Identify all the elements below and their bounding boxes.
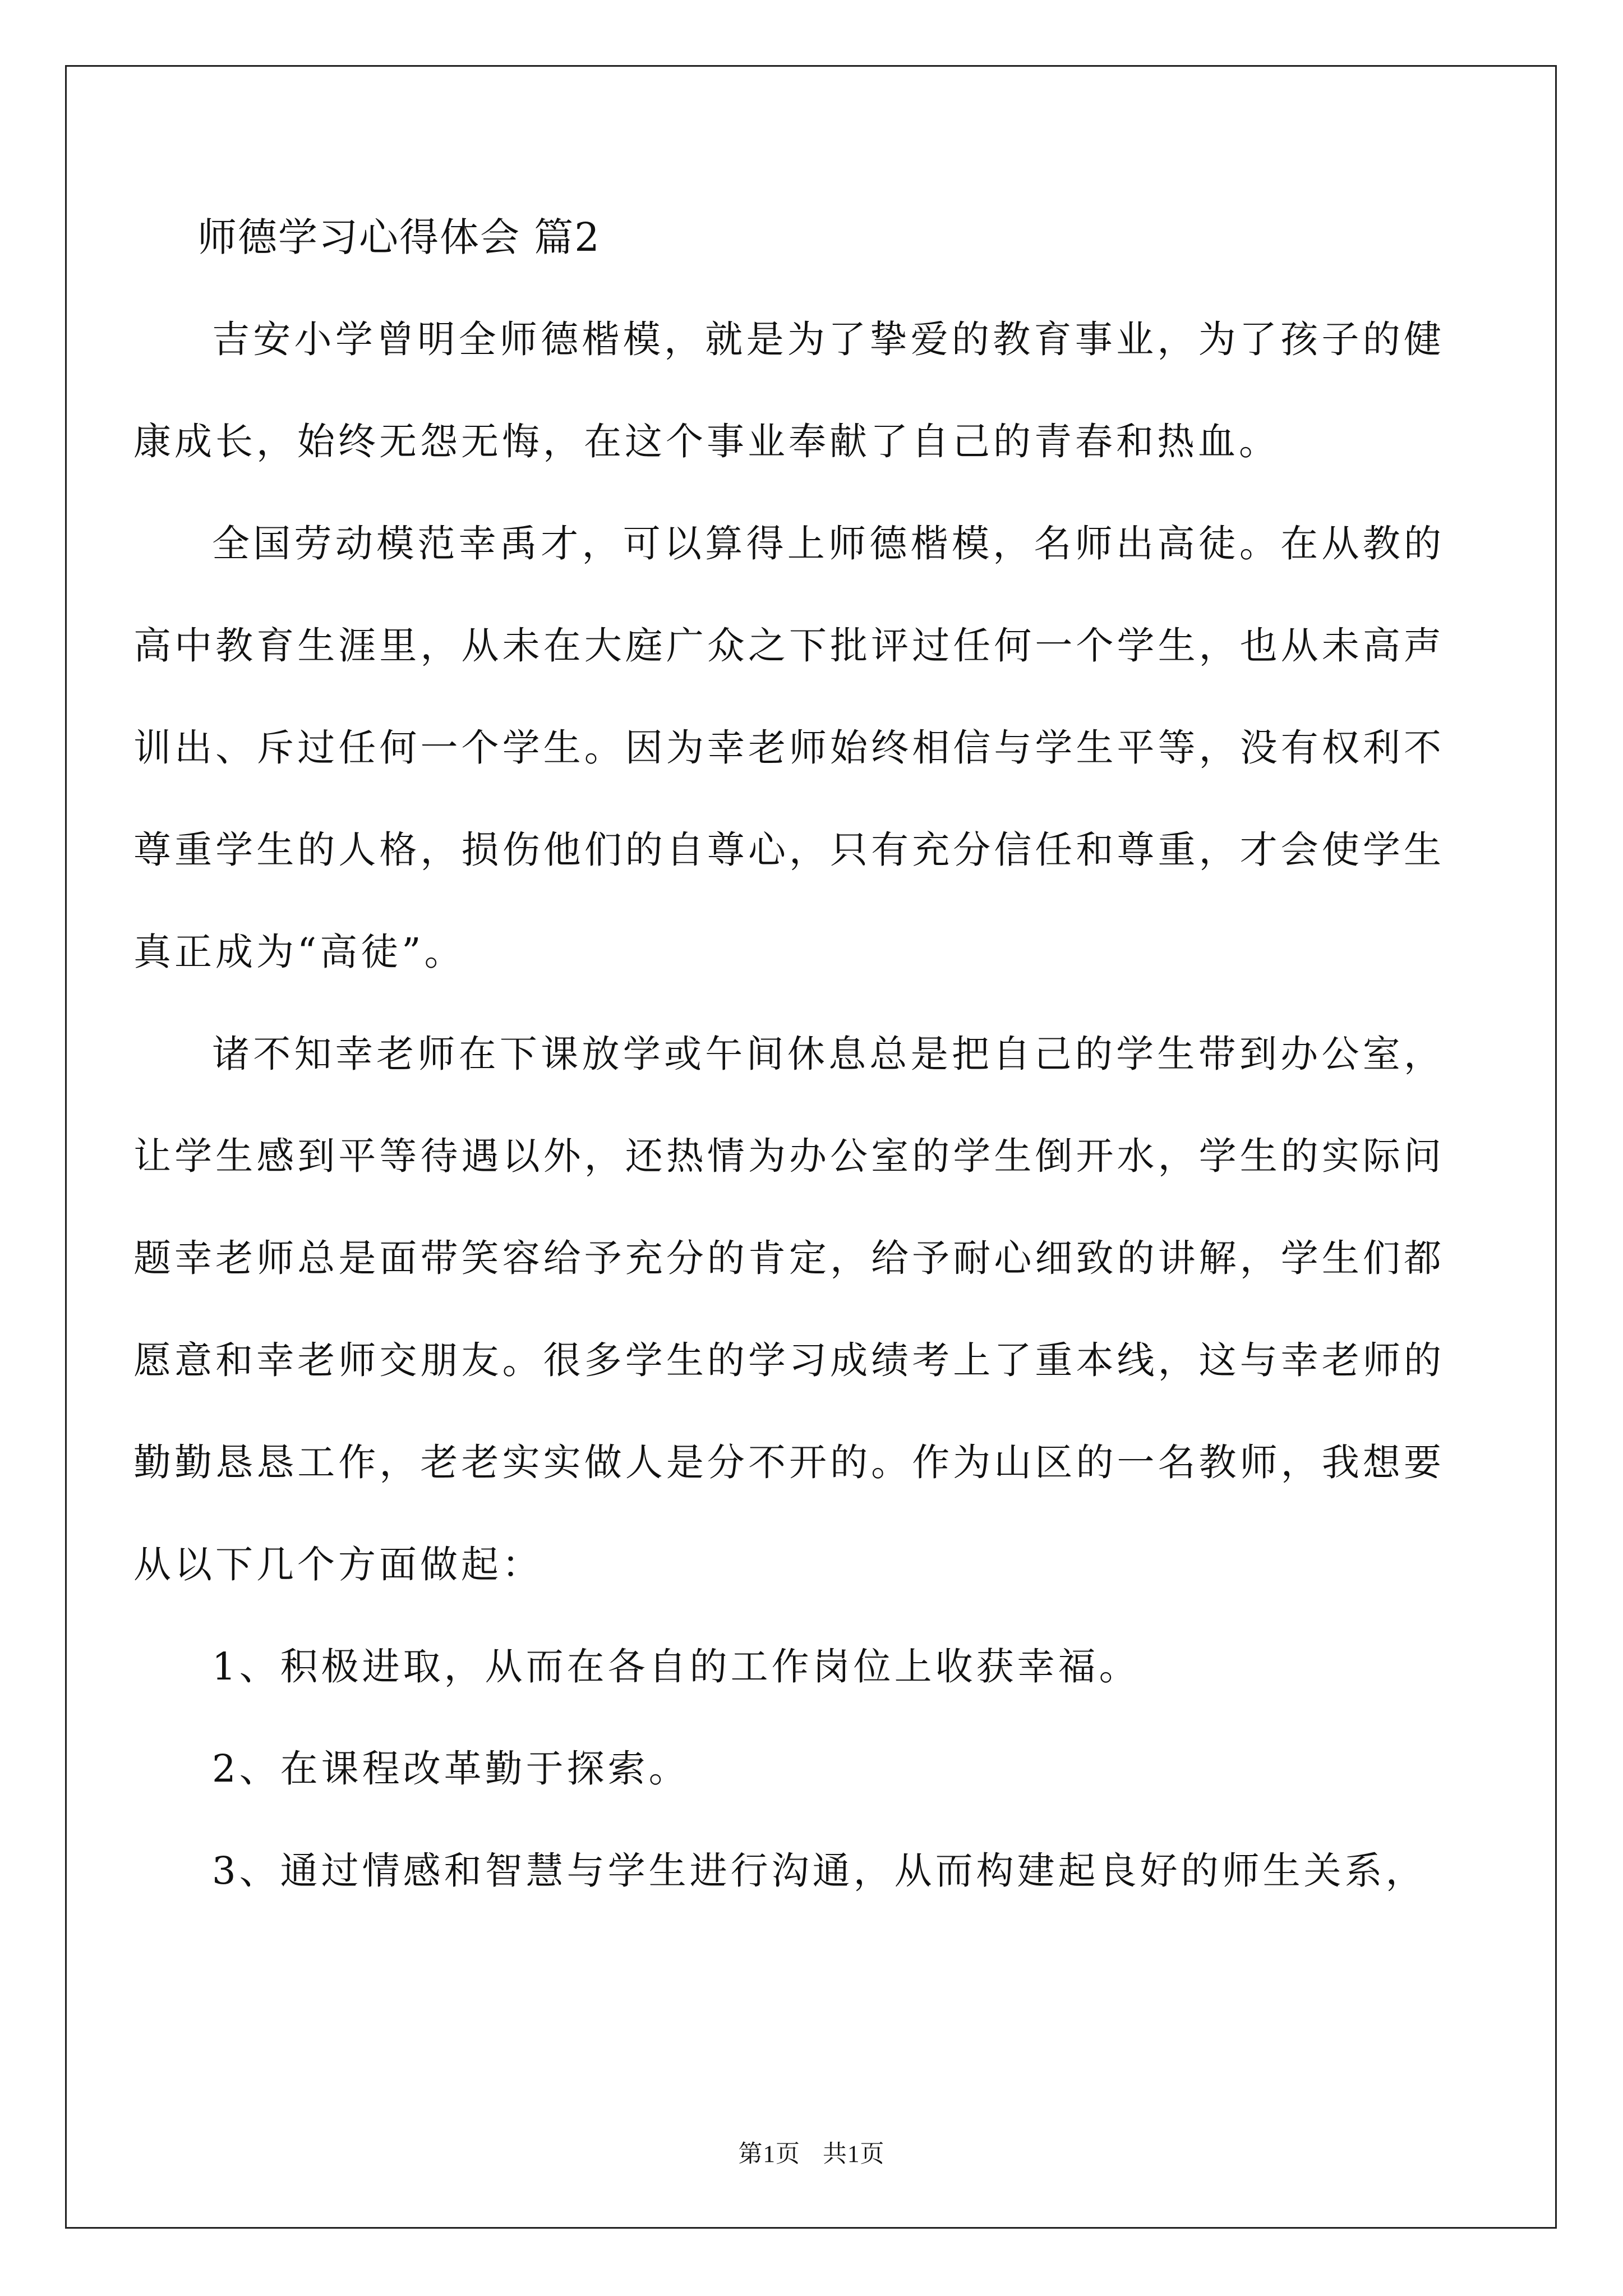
page-number-total: 共1页 [823, 2141, 885, 2168]
paragraph-2: 全国劳动模范幸禹才，可以算得上师德楷模，名师出高徒。在从教的高中教育生涯里，从未在大庭广众之下批评过任何一个学生，也从未高声训出、斥过任何一个学生。因为幸老师始终相信与学生平等，没有权利不尊重学生的人格，损伤他们的自尊心，只有充分信任和尊重，才会使学生真正成为“高徒”。 [133, 522, 1445, 974]
document-title: 师德学习心得体会 篇2 [197, 214, 601, 260]
paragraph-1: 吉安小学曾明全师德楷模，就是为了挚爱的教育事业，为了孩子的健康成长，始终无怨无悔，在这个事业奉献了自己的青春和热血。 [133, 318, 1445, 463]
list-item-3: 3、通过情感和智慧与学生进行沟通，从而构建起良好的师生关系， [212, 1849, 1427, 1893]
paragraph-3: 诸不知幸老师在下课放学或午间休息总是把自己的学生带到办公室，让学生感到平等待遇以外，还热情为办公室的学生倒开水，学生的实际问题幸老师总是面带笑容给予充分的肯定，给予耐心细致的讲解，学生们都愿意和幸老师交朋友。很多学生的学习成绩考上了重本线，这与幸老师的勤勤恳恳工作，老老实实做人是分不开的。作为山区的一名教师，我想要从以下几个方面做起： [133, 1032, 1445, 1586]
document-body [133, 214, 1445, 1922]
list-item-1: 1、积极进取，从而在各自的工作岗位上收获幸福。 [212, 1645, 1140, 1688]
page-footer [0, 2135, 1623, 2169]
list-item-2: 2、在课程改革勤于探索。 [212, 1747, 690, 1791]
page-number-current: 第1页 [738, 2141, 800, 2168]
